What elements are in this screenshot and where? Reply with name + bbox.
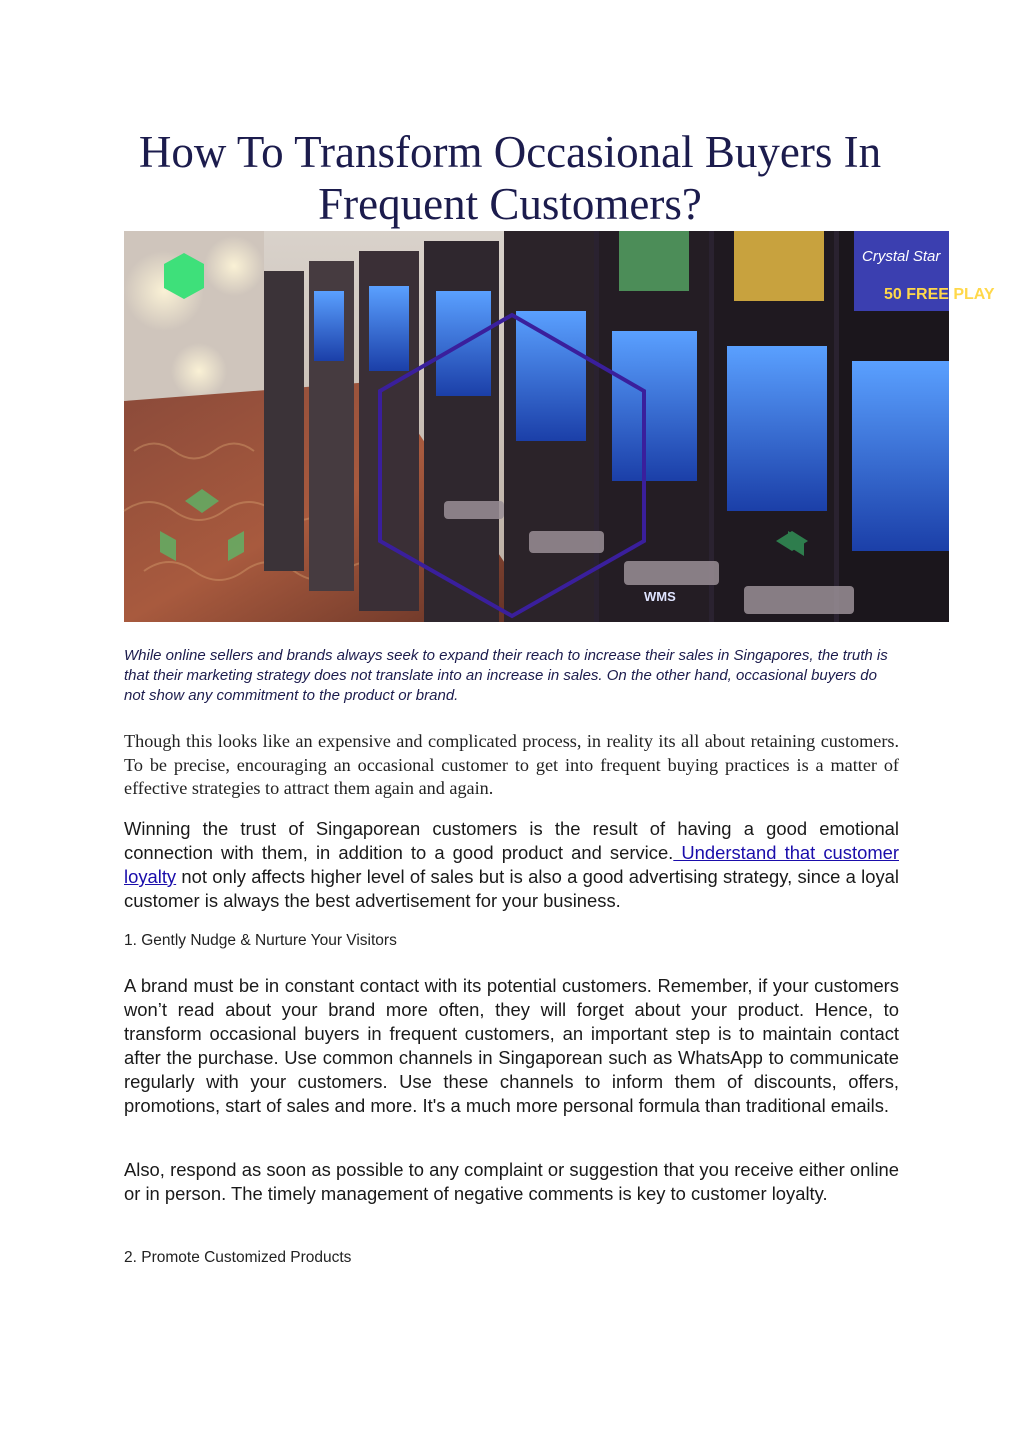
article-title: How To Transform Occasional Buyers In Frequent Customers? — [138, 127, 882, 229]
section-heading-2: 2. Promote Customized Products — [124, 1249, 352, 1266]
paragraph-text: Winning the trust of Singaporean customers is the result of having a good emotional connection with them, in addition to a good product and service. — [124, 818, 899, 863]
screen-text-title: Crystal Star — [862, 248, 941, 265]
intro-paragraph: While online sellers and brands always seek to expand their reach to increase their sales in Singapores, the truth is that their marketing strategy does not translate into an increase in sales. On the other hand, occasional buyers do not show any commitment to the product or brand. — [124, 647, 888, 704]
paragraph-constant-contact: A brand must be in constant contact with its potential customers. Remember, if your customers won’t read about your brand more often, they will forget about your product. Hence, to transform occasional buyers in frequent customers, an important step is to maintain contact after the purchase. Use common channels in Singaporean such as WhatsApp to communicate regularly with your customers. Use these channels to inform them of discounts, offers, promotions, start of sales and more. It's a much more personal formula than traditional emails. — [124, 975, 899, 1116]
hero-image-slot-machines — [124, 231, 995, 622]
paragraph-text: not only affects higher level of sales but is also a good advertising strategy, since a loyal customer is always the best advertisement for your business. — [124, 866, 899, 911]
customer-loyalty-link[interactable]: Understand that customer loyalty — [124, 842, 899, 887]
screen-text-free-play: 50 FREE PLAY — [884, 286, 995, 303]
paragraph-respond-quickly: Also, respond as soon as possible to any complaint or suggestion that you receive either online or in person. The timely management of negative comments is key to customer loyalty. — [124, 1159, 899, 1204]
section-heading-1: 1. Gently Nudge & Nurture Your Visitors — [124, 932, 397, 949]
paragraph-winning-trust — [124, 817, 899, 913]
paragraph-retaining-customers: Though this looks like an expensive and complicated process, in reality its all about retaining customers. To be precise, encouraging an occasional customer to get into frequent buying practices is a matter of effective strategies to attract them again and again. — [124, 731, 899, 798]
screen-text-brand: WMS — [644, 589, 676, 604]
